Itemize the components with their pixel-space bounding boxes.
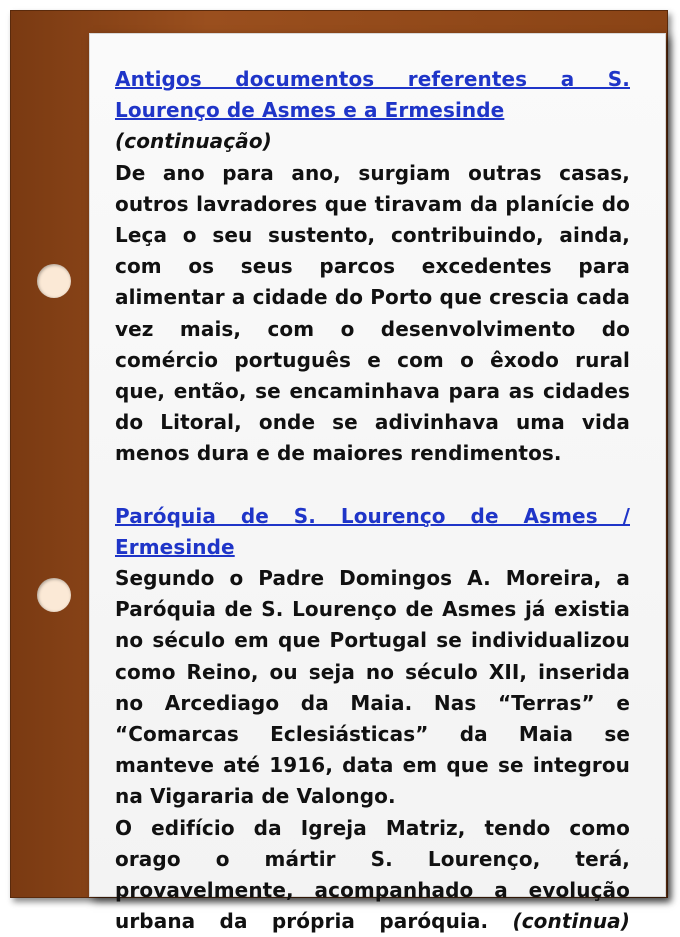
section2-body-2-text: O edifício da Igreja Matriz, tendo como orago o mártir S. Lourenço, terá, provavelmente, acompanhado a evolução urbana da própria paróquia. [115,815,630,934]
document-content [115,64,630,937]
binder-hole-bottom [37,578,71,612]
section-gap [115,470,630,501]
binder-frame [10,10,668,934]
section2-body-1: Segundo o Padre Domingos A. Moreira, a Paróquia de S. Lourenço de Asmes já existia no século em que Portugal se individualizou como Reino, ou seja no século XII, inserida no Arcediago da Maia. Nas “Terras” e “Comarcas Eclesiásticas” da Maia se manteve até 1916, data em que se integrou na Vigararia de Valongo. [115,566,630,809]
section2-body-2 [115,813,630,937]
section2-title: Paróquia de S. Lourenço de Asmes / Ermesinde [115,503,630,559]
section1-body: De ano para ano, surgiam outras casas, outros lavradores que tiravam da planície do Leça o seu sustento, contribuindo, ainda, com os seus parcos excedentes para alimentar a cidade do Porto que crescia cada vez mais, com o desenvolvimento do comércio português e com o êxodo rural que, então, se encaminhava para as cidades do Litoral, onde se adivinhava uma vida menos dura e de maiores rendimentos. [115,160,630,466]
section1-title: Antigos documentos referentes a S. Lourenço de Asmes e a Ermesinde [115,67,630,123]
continua-label: (continua) [512,909,630,934]
binder-hole-top [37,264,71,298]
section1-subtitle: (continuação) [115,129,272,154]
document-page [89,33,666,934]
